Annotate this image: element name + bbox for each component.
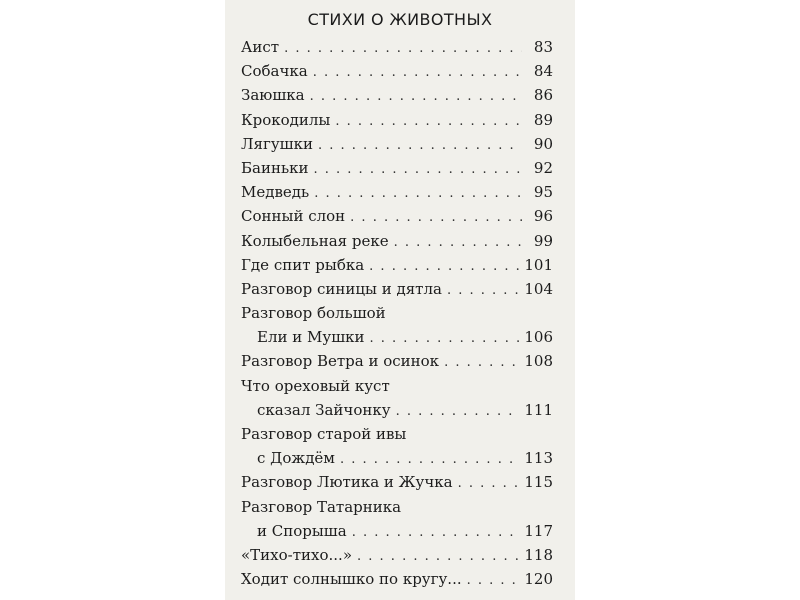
toc-page-number: 106	[524, 328, 553, 347]
toc-entry-title: Ели и Мушки	[257, 328, 365, 347]
toc-entry-line	[241, 498, 553, 522]
toc-page-number: 90	[533, 134, 553, 153]
dot-leader	[370, 331, 520, 346]
toc-entry-line	[241, 401, 553, 425]
dot-leader	[447, 283, 519, 298]
dot-leader	[335, 114, 522, 129]
dot-leader	[314, 186, 522, 201]
dot-leader	[340, 452, 519, 467]
toc-entry-title: Медведь	[241, 183, 310, 202]
toc-entry	[241, 570, 553, 594]
toc-entry-line	[241, 232, 553, 256]
toc-page-number: 101	[524, 255, 553, 274]
toc-entry-title: Ходит солнышко по кругу...	[241, 570, 462, 589]
toc-page-number: 113	[524, 449, 553, 468]
toc-page-number: 117	[524, 521, 553, 540]
toc-entry-line	[241, 280, 553, 304]
toc-entry-title: Колыбельная реке	[241, 231, 389, 250]
toc-entry-line	[241, 207, 553, 231]
toc-entry-title: Разговор Татарника	[241, 497, 402, 516]
toc-page-number: 115	[524, 473, 553, 492]
toc-entry	[241, 232, 553, 256]
dot-leader	[352, 525, 520, 540]
toc-page-number: 92	[533, 158, 553, 177]
toc-entry-line	[241, 546, 553, 570]
toc-entry-line	[241, 111, 553, 135]
table-of-contents	[241, 38, 553, 594]
dot-leader	[458, 476, 520, 491]
section-title: СТИХИ О ЖИВОТНЫХ	[307, 10, 493, 29]
toc-page-number: 84	[533, 62, 553, 81]
toc-entry-line	[241, 62, 553, 86]
toc-entry	[241, 256, 553, 280]
book-page	[225, 0, 575, 600]
toc-entry	[241, 546, 553, 570]
toc-entry-line	[241, 570, 553, 594]
dot-leader	[396, 404, 520, 419]
toc-entry-title: и Спорыша	[257, 521, 347, 540]
toc-entry	[241, 159, 553, 183]
toc-page-number: 96	[533, 207, 553, 226]
toc-entry	[241, 280, 553, 304]
toc-entry-line	[241, 377, 553, 401]
toc-entry-title: Крокодилы	[241, 110, 331, 129]
toc-page-number: 104	[524, 279, 553, 298]
toc-entry-title: Лягушки	[241, 134, 313, 153]
toc-entry	[241, 38, 553, 62]
dot-leader	[313, 65, 522, 80]
toc-entry	[241, 498, 553, 546]
toc-entry-line	[241, 449, 553, 473]
dot-leader	[310, 89, 522, 104]
toc-entry-line	[241, 256, 553, 280]
dot-leader	[284, 41, 522, 56]
toc-entry-title: Разговор большой	[241, 304, 386, 323]
dot-leader	[314, 162, 523, 177]
toc-page-number: 111	[524, 400, 553, 419]
toc-entry-title: Разговор Лютика и Жучка	[241, 473, 453, 492]
toc-entry-line	[241, 522, 553, 546]
toc-entry-title: Разговор старой ивы	[241, 425, 407, 443]
toc-entry-title: сказал Зайчонку	[257, 400, 391, 419]
toc-entry-line	[241, 38, 553, 62]
toc-entry-title: Аист	[241, 38, 280, 56]
toc-entry-line	[241, 183, 553, 207]
toc-entry-title: Где спит рыбка	[241, 255, 365, 274]
toc-entry-title: Баиньки	[241, 158, 309, 177]
toc-entry-line	[241, 304, 553, 328]
toc-entry-title: Заюшка	[241, 86, 305, 105]
toc-page-number: 118	[524, 545, 553, 564]
toc-entry-line	[241, 328, 553, 352]
toc-entry-title: Собачка	[241, 62, 308, 81]
toc-page-number: 86	[533, 86, 553, 105]
toc-entry	[241, 352, 553, 376]
toc-entry-title: Разговор синицы и дятла	[241, 279, 442, 298]
toc-entry-title: Что ореховый куст	[241, 376, 390, 395]
toc-entry-title: с Дождём	[257, 449, 335, 468]
toc-page-number: 120	[524, 570, 553, 589]
dot-leader	[394, 235, 522, 250]
toc-entry-title: «Тихо-тихо...»	[241, 545, 353, 564]
toc-entry	[241, 62, 553, 86]
toc-entry-line	[241, 159, 553, 183]
toc-entry-title: Сонный слон	[241, 207, 346, 226]
toc-entry-line	[241, 352, 553, 376]
toc-page-number: 108	[524, 352, 553, 371]
toc-entry-line	[241, 135, 553, 159]
dot-leader	[350, 210, 522, 225]
toc-entry	[241, 377, 553, 425]
toc-entry	[241, 183, 553, 207]
dot-leader	[318, 138, 522, 153]
toc-entry	[241, 135, 553, 159]
toc-page-number: 99	[533, 231, 553, 250]
toc-entry-title: Разговор Ветра и осинок	[241, 352, 440, 371]
dot-leader	[357, 549, 519, 564]
toc-entry	[241, 86, 553, 110]
dot-leader	[369, 259, 519, 274]
dot-leader	[444, 355, 519, 370]
toc-page-number: 89	[533, 110, 553, 129]
toc-entry-line	[241, 473, 553, 497]
toc-entry	[241, 473, 553, 497]
toc-entry	[241, 425, 553, 473]
toc-entry-line	[241, 86, 553, 110]
toc-entry	[241, 304, 553, 352]
toc-page-number: 83	[533, 38, 553, 56]
toc-entry-line	[241, 425, 553, 449]
toc-entry	[241, 111, 553, 135]
toc-page-number: 95	[533, 183, 553, 202]
dot-leader	[467, 573, 520, 588]
toc-entry	[241, 207, 553, 231]
